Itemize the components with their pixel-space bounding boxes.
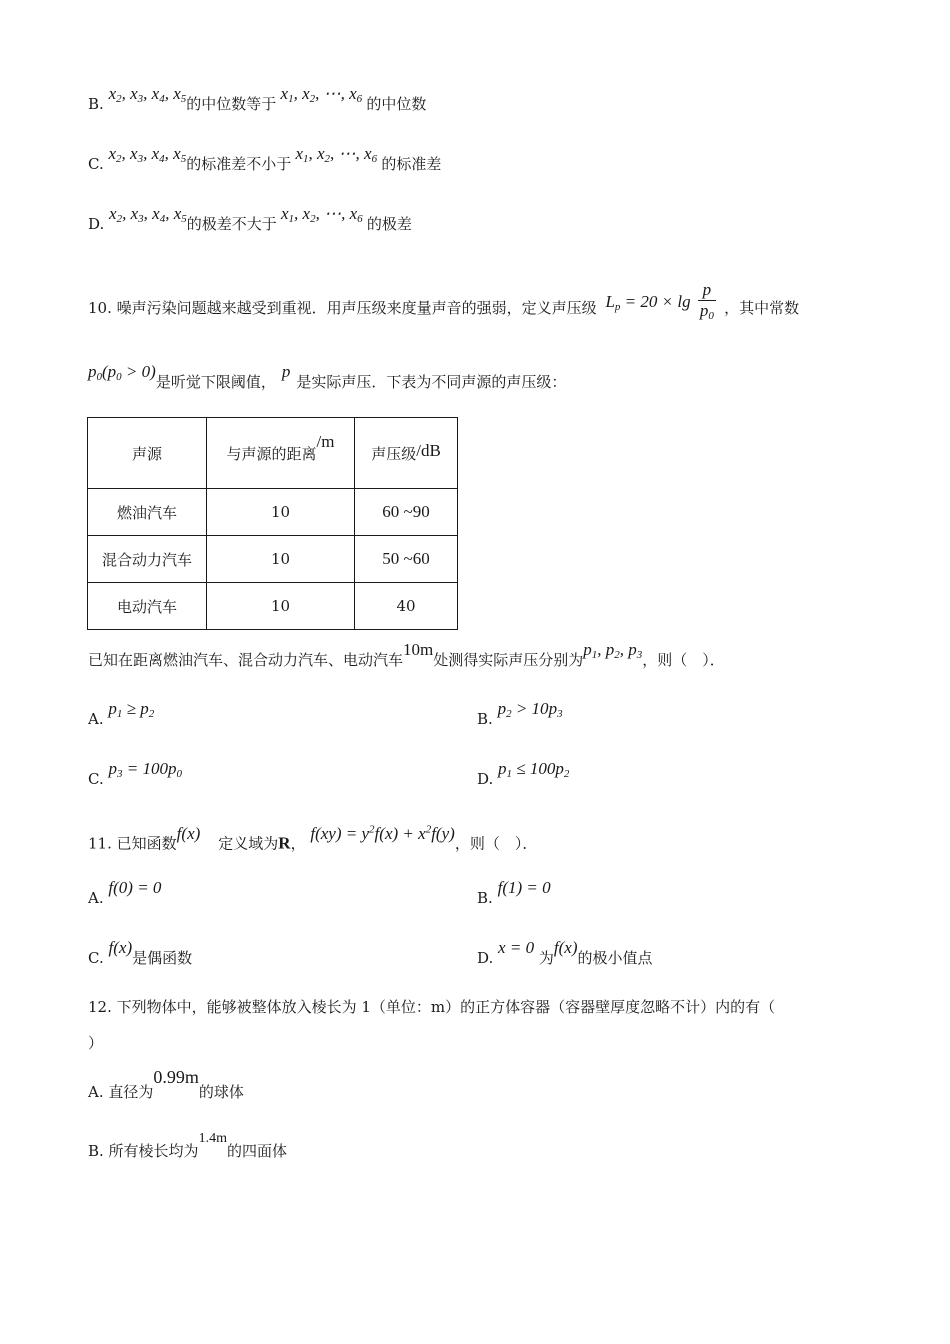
q10-option-c: C. $p_3 = 100p_0$ bbox=[88, 759, 182, 788]
q10-option-b: B. $p_2 > 10p_3$ bbox=[477, 699, 563, 728]
header-distance: 与声源的距离/m bbox=[207, 418, 355, 489]
q10-option-a: A. $p_1 \ge p_2$ bbox=[88, 699, 155, 728]
header-source: 声源 bbox=[88, 418, 207, 489]
table-header-row bbox=[88, 418, 458, 489]
q10-stem-line3: 已知在距离燃油汽车、混合动力汽车、电动汽车10m处测得实际声压分别为$p_1$, $p_2$, $p_3$，则（ ）． bbox=[88, 640, 725, 669]
q9-option-c: C. $x_2$, $x_3$, $x_4$, $x_5$的标准差不小于 $x_1$, $x_2$, ⋯, $x_6$ 的标准差 bbox=[88, 144, 442, 173]
q10-stem-line2: $p_0(p_0 > 0)$是听觉下限阈值，p是实际声压．下表为不同声源的声压级： bbox=[88, 362, 567, 391]
q10-option-d: D. $p_1 \le 100p_2$ bbox=[477, 759, 570, 788]
table-row: 燃油汽车 10 60 ~90 bbox=[88, 489, 458, 536]
q12-option-a: A. 直径为0.99m的球体 bbox=[88, 1067, 244, 1101]
q10-stem-line1: 10. 噪声污染问题越来越受到重视．用声压级来度量声音的强弱，定义声压级 $L_p = 20 \times \lg$ $\frac{p}{p_0}$ ，其中常数 bbox=[88, 280, 800, 322]
q11-option-b: B. f(1) = 0 bbox=[477, 878, 551, 907]
q11-stem: 11. 已知函数f(x)定义域为R， $f(xy) = y^2f(x) + x^2f(y)$，则（ ）． bbox=[88, 823, 538, 853]
sound-source-table bbox=[87, 417, 458, 630]
table-row: 混合动力汽车 10 50 ~60 bbox=[88, 536, 458, 583]
spl-formula: $L_p = 20 \times \lg$ $\frac{p}{p_0}$ bbox=[605, 280, 714, 322]
q11-option-d: D. x = 0 为f(x)的极小值点 bbox=[477, 938, 653, 967]
header-level: 声压级/dB bbox=[355, 418, 458, 489]
q11-option-c: C. f(x)是偶函数 bbox=[88, 938, 193, 967]
q12-stem-line2: ） bbox=[88, 1034, 104, 1052]
q9-option-b: B. $x_2$, $x_3$, $x_4$, $x_5$的中位数等于 $x_1$, $x_2$, ⋯, $x_6$ 的中位数 bbox=[88, 84, 427, 113]
p0-constant: $p_0(p_0 > 0)$ bbox=[88, 362, 156, 383]
q9-option-d: D. $x_2$, $x_3$, $x_4$, $x_5$的极差不大于 $x_1$, $x_2$, ⋯, $x_6$ 的极差 bbox=[88, 204, 412, 233]
table-row: 电动汽车 10 40 bbox=[88, 583, 458, 630]
sample-small: $x_2$, $x_3$, $x_4$, $x_5$ bbox=[108, 84, 187, 105]
q11-option-a: A. f(0) = 0 bbox=[88, 878, 162, 907]
q12-option-b: B. 所有棱长均为1.4m的四面体 bbox=[88, 1131, 287, 1160]
q12-stem-line1: 12. 下列物体中，能够被整体放入棱长为 1（单位：m）的正方体容器（容器壁厚度忽略不计）内的有（ bbox=[88, 998, 776, 1016]
